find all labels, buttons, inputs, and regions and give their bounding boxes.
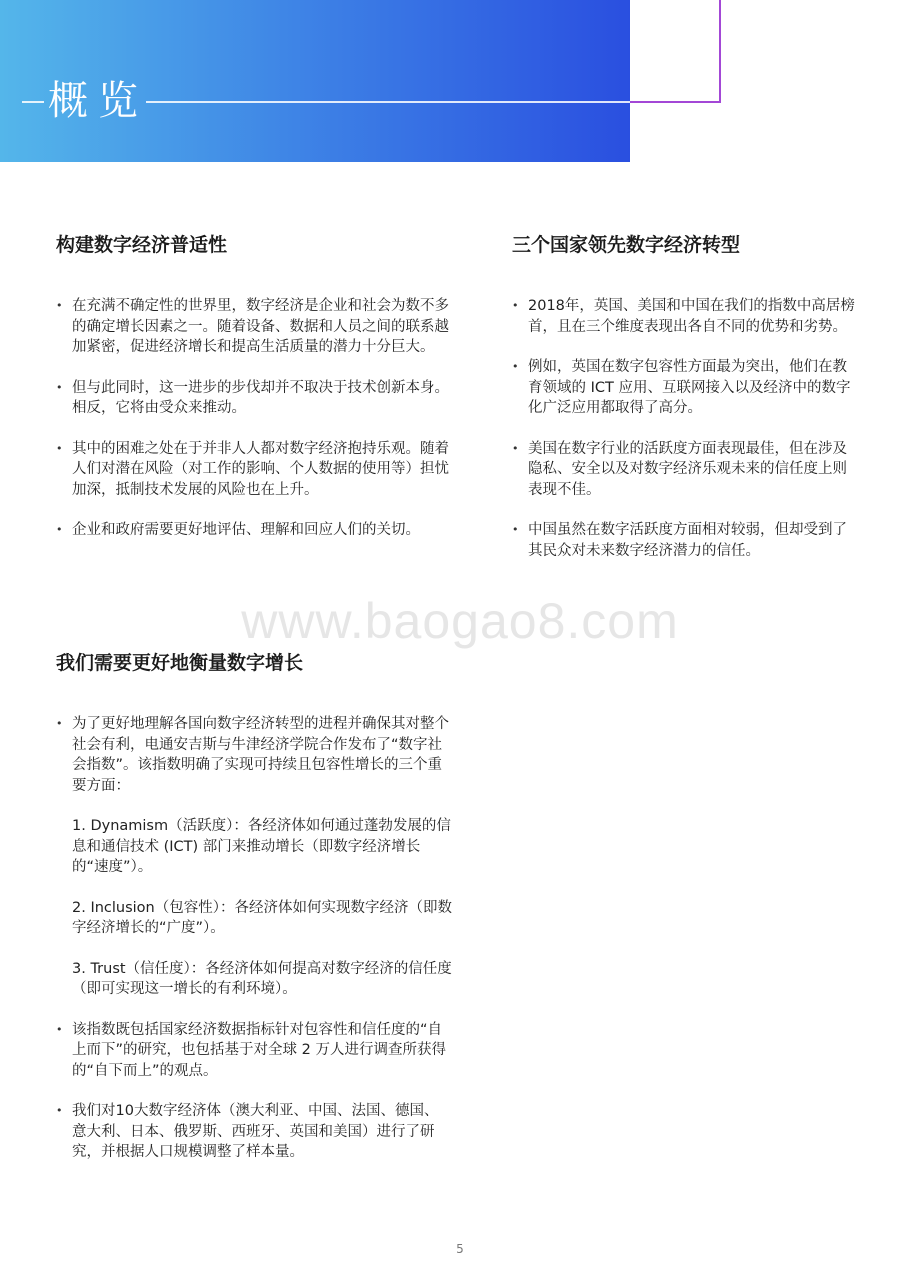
list-item: • 我们对10大数字经济体（澳大利亚、中国、法国、德国、意大利、日本、俄罗斯、西班牙、英国和美国）进行了研究，并根据人口规模调整了样本量。 (56, 1103, 439, 1160)
section-title: 三个国家领先数字经济转型 (512, 234, 741, 256)
dimension-dynamism: 1. Dynamism（活跃度）：各经济体如何通过蓬勃发展的信息和通信技术 (ICT) 部门来推动增长（即数字经济增长的“速度”）。 (72, 818, 451, 875)
section-title: 我们需要更好地衡量数字增长 (56, 652, 304, 674)
list-item: • 美国在数字行业的活跃度方面表现最佳，但在涉及隐私、安全以及对数字经济乐观未来的信任度上则表现不佳。 (512, 440, 847, 498)
section-universality (56, 232, 452, 561)
list-item: • 在充满不确定性的世界里，数字经济是企业和社会为数不多的确定增长因素之一。随着设备、数据和人员之间的联系越加紧密，促进经济增长和提高生活质量的潜力十分巨大。 (56, 298, 449, 355)
list-item: • 中国虽然在数字活跃度方面相对较弱，但却受到了其民众对未来数字经济潜力的信任。 (512, 522, 847, 559)
frame-line-right (630, 101, 721, 103)
list-item: • 该指数既包括国家经济数据指标针对包容性和信任度的“自上而下”的研究，也包括基于对全球 2 万人进行调查所获得的“自下而上”的观点。 (56, 1021, 446, 1079)
list-item: • 2018年，英国、美国和中国在我们的指数中高居榜首，且在三个维度表现出各自不同的优势和劣势。 (512, 298, 855, 335)
bullet-list (56, 714, 452, 1163)
list-item: • 企业和政府需要更好地评估、理解和回应人们的关切。 (56, 522, 420, 538)
page-title: 概览 (48, 78, 148, 124)
section-measure (56, 650, 452, 1183)
watermark: www.baogao8.com (241, 593, 679, 649)
list-item: • 例如，英国在数字包容性方面最为突出，他们在教育领域的 ICT 应用、互联网接入以及经济中的数字化广泛应用都取得了高分。 (512, 359, 851, 416)
section-title: 构建数字经济普适性 (56, 234, 228, 256)
list-item: • 为了更好地理解各国向数字经济转型的进程并确保其对整个社会有利，电通安吉斯与牛津经济学院合作发布了“数字社会指数”。该指数明确了实现可持续且包容性增长的三个重要方面： 1. Dynamism（活跃度）：各经济体如何通过蓬勃发展的信息和通信技术 (ICT) 部门来推动增长（即数字经济增长的“速度”）。 2. Inclusion（包容性）：各经济体如何实现数字经济（即数字经济增长的“广度”）。 3. Trust（信任度）：各经济体如何提高对数字经济的信任度（即可实现这一增长的有利环境）。 (56, 714, 452, 1000)
frame-line-left (22, 101, 44, 103)
page-number: 5 (456, 1242, 464, 1256)
frame-line-middle (146, 101, 630, 103)
dimension-trust: 3. Trust（信任度）：各经济体如何提高对数字经济的信任度（即可实现这一增长的有利环境）。 (72, 960, 452, 997)
bullet-list (512, 296, 860, 561)
list-item: • 其中的困难之处在于并非人人都对数字经济抱持乐观。随着人们对潜在风险（对工作的影响、个人数据的使用等）担忧加深，抵制技术发展的风险也在上升。 (56, 440, 449, 498)
list-item: • 但与此同时，这一进步的步伐却并不取决于技术创新本身。相反，它将由受众来推动。 (56, 379, 449, 416)
bullet-list (56, 296, 452, 541)
frame-line-vertical (719, 0, 721, 102)
section-three-countries (512, 232, 860, 581)
dimension-inclusion: 2. Inclusion（包容性）：各经济体如何实现数字经济（即数字经济增长的“广度”）。 (72, 899, 452, 936)
